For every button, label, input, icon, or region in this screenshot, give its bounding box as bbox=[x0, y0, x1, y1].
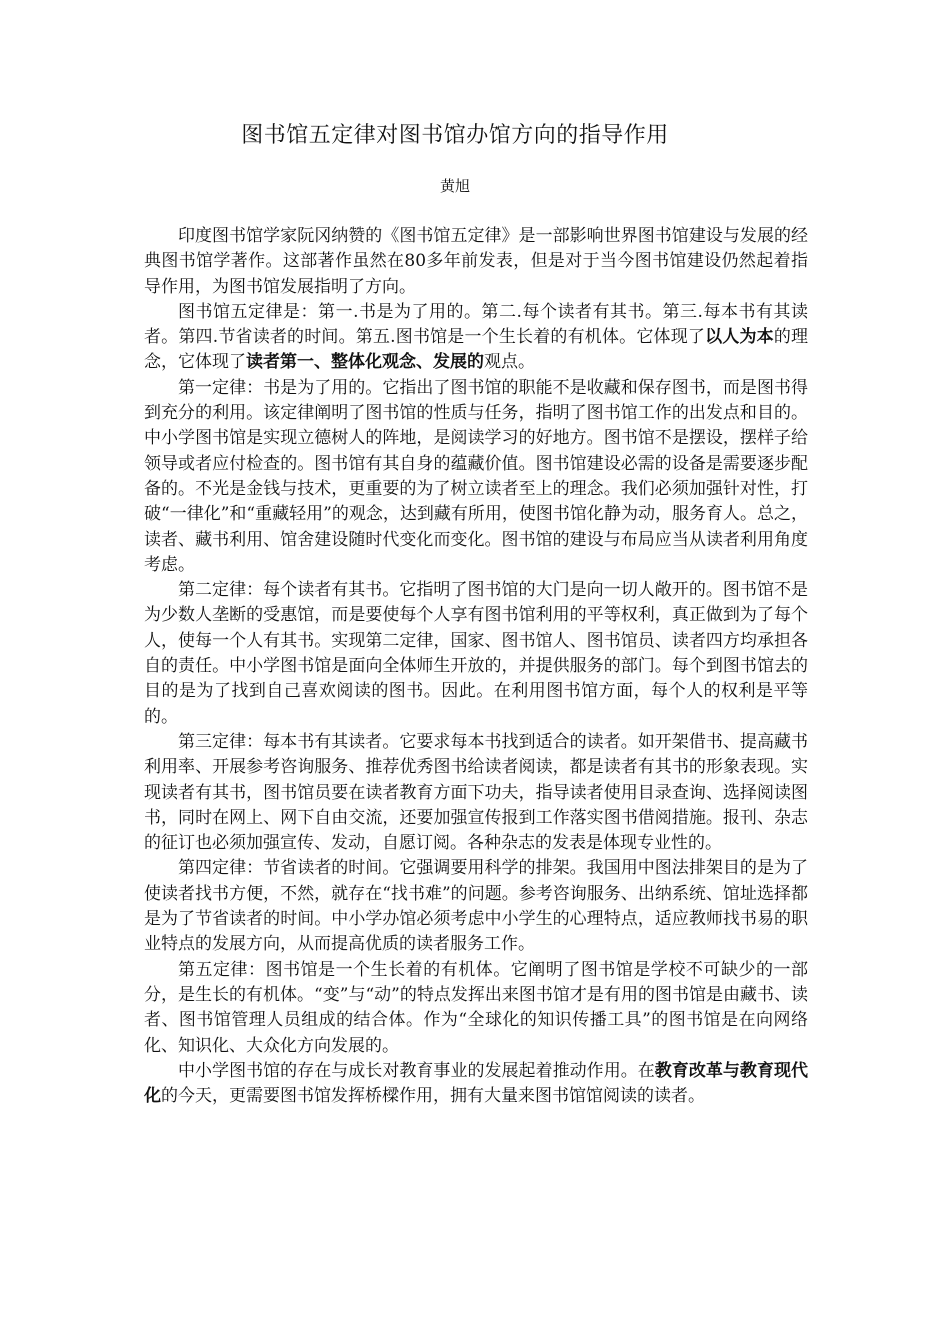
paragraph-fourth-law bbox=[144, 856, 808, 957]
highlighted-phrase: 以人为本 bbox=[705, 327, 774, 348]
paragraph-fifth-law bbox=[144, 958, 808, 1059]
document-body bbox=[144, 224, 808, 1109]
highlighted-phrase: 教育改革与教育现代化 bbox=[144, 1060, 809, 1107]
paragraph-text: 第二定律：每个读者有其书。它指明了图书馆的大门是向一切人敞开的。图书馆不是为少数人垄断的受惠馆，而是要使每个人享有图书馆利用的平等权利，真正做到为了每个人，使每一个人有其书。实现第二定律，国家、图书馆人、图书馆员、读者四方均承担各自的责任。中小学图书馆是面向全体师生开放的，并提供服务的部门。每个到图书馆去的目的是为了找到自己喜欢阅读的图书。因此。在利用图书馆方面，每个人的权利是平等的。 bbox=[144, 580, 808, 727]
paragraph-text: 图书馆五定律是：第一.书是为了用的。第二.每个读者有其书。第三.每本书有其读者。第四.节省读者的时间。第五.图书馆是一个生长着的有机体。它体现了 bbox=[144, 301, 808, 348]
paragraph-text: 第四定律：节省读者的时间。它强调要用科学的排架。我国用中图法排架目的是为了使读者找书方便，不然，就存在“找书难”的问题。参考咨询服务、出纳系统、馆址选择都是为了节省读者的时间。中小学办馆必须考虑中小学生的心理特点，适应教师找书易的职业特点的发展方向，从而提高优质的读者服务工作。 bbox=[144, 858, 808, 955]
document-title: 图书馆五定律对图书馆办馆方向的指导作用 bbox=[241, 123, 669, 148]
paragraph-text: 中小学图书馆的存在与成长对教育事业的发展起着推动作用。在 bbox=[178, 1060, 655, 1081]
paragraph-text: 第五定律：图书馆是一个生长着的有机体。它阐明了图书馆是学校不可缺少的一部分，是生长的有机体。“变”与“动”的特点发挥出来图书馆才是有用的图书馆是由藏书、读者、图书馆管理人员组成的结合体。作为“全球化的知识传播工具”的图书馆是在向网络化、知识化、大众化方向发展的。 bbox=[144, 959, 808, 1056]
paragraph-text: 印度图书馆学家阮冈纳赞的《图书馆五定律》是一部影响世界图书馆建设与发展的经典图书馆学著作。这部著作虽然在80多年前发表，但是对于当今图书馆建设仍然起着指导作用，为图书馆发展指明了方向。 bbox=[144, 226, 808, 297]
paragraph-text: 观点。 bbox=[484, 352, 535, 373]
paragraph-conclusion bbox=[144, 1059, 808, 1110]
paragraph-third-law bbox=[144, 730, 808, 856]
highlighted-phrase: 读者第一、整体化观念、发展的 bbox=[246, 352, 484, 373]
paragraph-five-laws-summary bbox=[144, 300, 808, 376]
paragraph-text: 的今天，更需要图书馆发挥桥樑作用，拥有大量来图书馆馆阅读的读者。 bbox=[161, 1086, 705, 1107]
paragraph-first-law bbox=[144, 376, 808, 578]
paragraph-second-law bbox=[144, 578, 808, 730]
paragraph-text: 第一定律：书是为了用的。它指出了图书馆的职能不是收藏和保存图书，而是图书得到充分的利用。该定律阐明了图书馆的性质与任务，指明了图书馆工作的出发点和目的。中小学图书馆是实现立德树人的阵地，是阅读学习的好地方。图书馆不是摆设，摆样子给领导或者应付检查的。图书馆有其自身的蕴藏价值。图书馆建设必需的设备是需要逐步配备的。不光是金钱与技术，更重要的为了树立读者至上的理念。我们必须加强针对性，打破“一律化”和“重藏轻用”的观念，达到藏有所用，使图书馆化静为动，服务育人。总之，读者、藏书利用、馆舍建设随时代变化而变化。图书馆的建设与布局应当从读者利用角度考虑。 bbox=[144, 377, 808, 575]
paragraph-text: 第三定律：每本书有其读者。它要求每本书找到适合的读者。如开架借书、提高藏书利用率、开展参考咨询服务、推荐优秀图书给读者阅读，都是读者有其书的形象表现。实现读者有其书，图书馆员要在读者教育方面下功夫，指导读者使用目录查询、选择阅读图书，同时在网上、网下自由交流，还要加强宣传报到工作落实图书借阅措施。报刊、杂志的征订也必须加强宣传、发动，自愿订阅。各种杂志的发表是体现专业性的。 bbox=[144, 731, 808, 854]
paragraph-text: 的理念，它体现了 bbox=[144, 327, 809, 373]
paragraph-intro bbox=[144, 224, 808, 300]
document-author: 黄旭 bbox=[439, 177, 470, 195]
